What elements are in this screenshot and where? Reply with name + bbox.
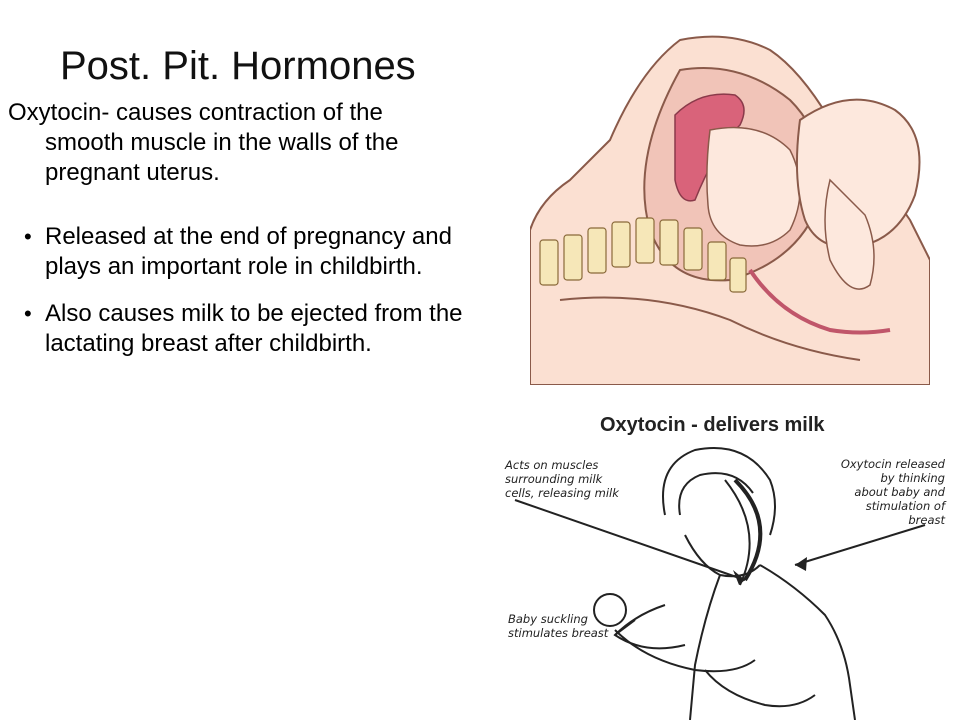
slide-title: Post. Pit. Hormones <box>60 44 416 88</box>
bullet-item <box>24 222 498 282</box>
bullet-item <box>24 299 498 359</box>
bullet-dot-icon: • <box>24 224 32 249</box>
caption-line: Oxytocin released <box>840 457 945 471</box>
caption-line: stimulation of <box>865 499 945 513</box>
bullet-list <box>24 222 498 376</box>
caption-line: breast <box>908 513 945 527</box>
caption-baby-suckling <box>508 612 638 640</box>
caption-line: Baby suckling <box>508 612 588 626</box>
caption-line: by thinking <box>880 471 945 485</box>
lead-paragraph <box>8 98 498 188</box>
caption-line: stimulates breast <box>508 626 609 640</box>
caption-muscles <box>505 458 645 500</box>
milk-figure-title: Oxytocin - delivers milk <box>600 414 825 436</box>
caption-line: surrounding milk <box>505 472 603 486</box>
caption-oxytocin-released <box>800 457 945 527</box>
caption-line: about baby and <box>854 485 945 499</box>
breastfeeding-illustration <box>495 405 955 720</box>
lead-continuation: smooth muscle in the walls of the pregnant uterus. <box>45 129 399 186</box>
bullet-dot-icon: • <box>24 301 32 326</box>
caption-line: cells, releasing milk <box>505 486 619 500</box>
childbirth-illustration <box>530 30 930 385</box>
bullet-text: Released at the end of pregnancy and plays an important role in childbirth. <box>45 223 452 280</box>
lead-first-line: Oxytocin- causes contraction of the <box>8 99 383 126</box>
bullet-text: Also causes milk to be ejected from the lactating breast after childbirth. <box>45 300 463 357</box>
caption-line: Acts on muscles <box>505 458 599 472</box>
